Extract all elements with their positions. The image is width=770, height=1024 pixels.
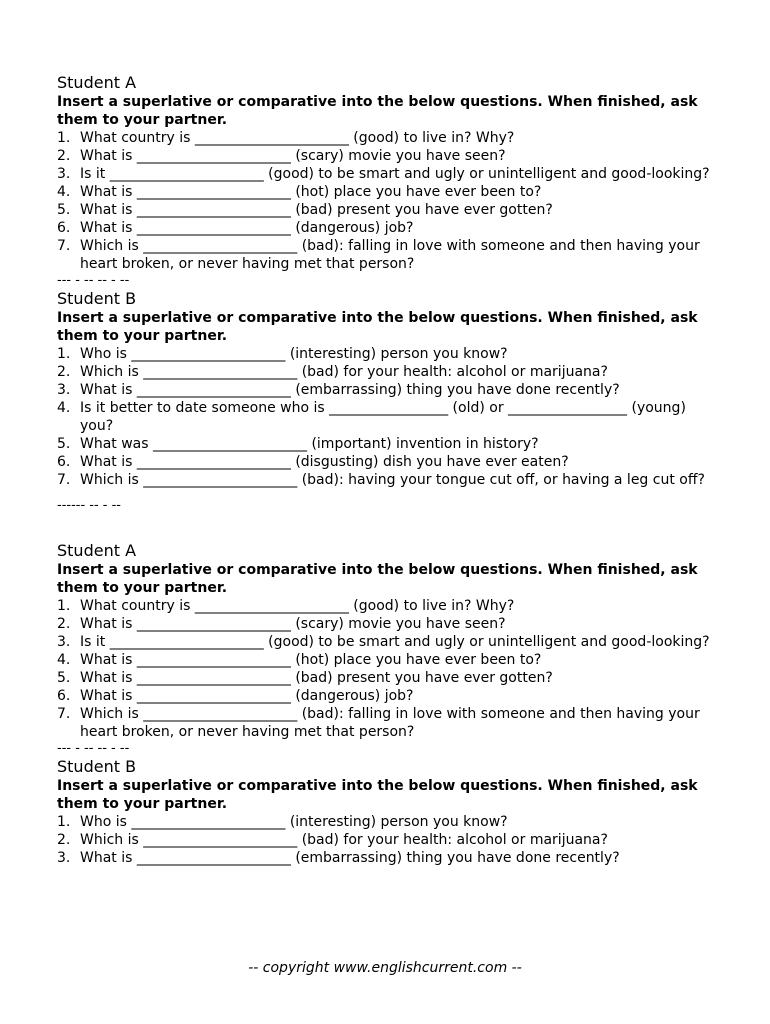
question-item: [57, 687, 717, 705]
question-text: Which is ______________________ (bad): falling in love with someone and then having your heart broken, or never having met that person?: [80, 238, 700, 272]
question-list: [57, 129, 717, 273]
question-number: 4.: [57, 184, 71, 200]
question-number: 4.: [57, 652, 71, 668]
question-text: Who is ______________________ (interesting) person you know?: [80, 346, 508, 362]
separator-line: --- - -- -- - --: [57, 273, 130, 288]
question-text: What is ______________________ (embarrassing) thing you have done recently?: [80, 382, 620, 398]
question-text: What country is ______________________ (good) to live in? Why?: [80, 130, 515, 146]
question-number: 1.: [57, 346, 71, 362]
question-item: [57, 453, 717, 471]
question-text: What country is ______________________ (good) to live in? Why?: [80, 598, 515, 614]
question-text: What is ______________________ (dangerous) job?: [80, 688, 414, 704]
question-item: [57, 147, 717, 165]
question-number: 5.: [57, 436, 71, 452]
question-list: [57, 345, 717, 489]
question-text: Which is ______________________ (bad) for your health: alcohol or marijuana?: [80, 364, 608, 380]
question-text: What is ______________________ (disgusting) dish you have ever eaten?: [80, 454, 569, 470]
question-number: 2.: [57, 616, 71, 632]
question-text: Is it ______________________ (good) to be smart and ugly or unintelligent and good-looking?: [80, 634, 710, 650]
section-student-b-2: [57, 757, 717, 867]
question-text: Is it ______________________ (good) to be smart and ugly or unintelligent and good-looking?: [80, 166, 710, 182]
copyright-footer: -- copyright www.englishcurrent.com --: [248, 960, 522, 976]
question-number: 3.: [57, 166, 71, 182]
question-number: 6.: [57, 688, 71, 704]
question-number: 1.: [57, 598, 71, 614]
question-text: What is ______________________ (dangerous) job?: [80, 220, 414, 236]
question-number: 3.: [57, 850, 71, 866]
question-text: Which is ______________________ (bad): falling in love with someone and then having your heart broken, or never having met that person?: [80, 706, 700, 740]
section-title: Student A: [57, 541, 137, 560]
question-item: [57, 399, 717, 435]
section-student-b-1: [57, 289, 717, 489]
question-item: [57, 237, 717, 273]
question-item: [57, 705, 717, 741]
question-number: 1.: [57, 814, 71, 830]
section-student-a-2: [57, 541, 717, 741]
question-number: 4.: [57, 400, 71, 416]
question-number: 6.: [57, 454, 71, 470]
question-item: [57, 363, 717, 381]
question-text: What is ______________________ (hot) place you have ever been to?: [80, 184, 542, 200]
question-item: [57, 435, 717, 453]
question-item: [57, 219, 717, 237]
question-item: [57, 165, 717, 183]
question-list: [57, 813, 717, 867]
question-text: What is ______________________ (scary) movie you have seen?: [80, 616, 506, 632]
section-title: Student B: [57, 289, 137, 308]
question-number: 2.: [57, 364, 71, 380]
question-text: Which is ______________________ (bad) for your health: alcohol or marijuana?: [80, 832, 608, 848]
question-text: What was ______________________ (important) invention in history?: [80, 436, 539, 452]
section-instruction: Insert a superlative or comparative into the below questions. When finished, ask them to your partner.: [57, 778, 698, 812]
question-number: 1.: [57, 130, 71, 146]
question-item: [57, 831, 717, 849]
question-item: [57, 633, 717, 651]
question-number: 7.: [57, 472, 71, 488]
question-number: 3.: [57, 382, 71, 398]
separator-line: ------ -- - --: [57, 498, 121, 513]
question-item: [57, 597, 717, 615]
question-text: What is ______________________ (hot) place you have ever been to?: [80, 652, 542, 668]
question-text: What is ______________________ (embarrassing) thing you have done recently?: [80, 850, 620, 866]
question-text: Is it better to date someone who is _________________ (old) or _________________ (young) you?: [80, 400, 686, 434]
question-text: What is ______________________ (bad) present you have ever gotten?: [80, 202, 553, 218]
question-item: [57, 129, 717, 147]
question-text: What is ______________________ (scary) movie you have seen?: [80, 148, 506, 164]
question-number: 7.: [57, 238, 71, 254]
question-number: 3.: [57, 634, 71, 650]
question-number: 5.: [57, 670, 71, 686]
question-text: What is ______________________ (bad) present you have ever gotten?: [80, 670, 553, 686]
question-item: [57, 651, 717, 669]
question-list: [57, 597, 717, 741]
question-number: 2.: [57, 148, 71, 164]
question-item: [57, 471, 717, 489]
section-student-a-1: [57, 73, 717, 273]
section-title: Student A: [57, 73, 137, 92]
question-item: [57, 849, 717, 867]
question-number: 5.: [57, 202, 71, 218]
worksheet: [57, 73, 717, 867]
section-title: Student B: [57, 757, 137, 776]
section-instruction: Insert a superlative or comparative into the below questions. When finished, ask them to your partner.: [57, 562, 698, 596]
question-number: 6.: [57, 220, 71, 236]
question-number: 7.: [57, 706, 71, 722]
question-item: [57, 345, 717, 363]
separator-line: --- - -- -- - --: [57, 741, 130, 756]
section-instruction: Insert a superlative or comparative into the below questions. When finished, ask them to your partner.: [57, 310, 698, 344]
section-instruction: Insert a superlative or comparative into the below questions. When finished, ask them to your partner.: [57, 94, 698, 128]
question-item: [57, 201, 717, 219]
question-item: [57, 615, 717, 633]
question-number: 2.: [57, 832, 71, 848]
question-text: Who is ______________________ (interesting) person you know?: [80, 814, 508, 830]
question-item: [57, 669, 717, 687]
question-item: [57, 381, 717, 399]
question-item: [57, 183, 717, 201]
question-item: [57, 813, 717, 831]
question-text: Which is ______________________ (bad): having your tongue cut off, or having a leg cut off?: [80, 472, 705, 488]
